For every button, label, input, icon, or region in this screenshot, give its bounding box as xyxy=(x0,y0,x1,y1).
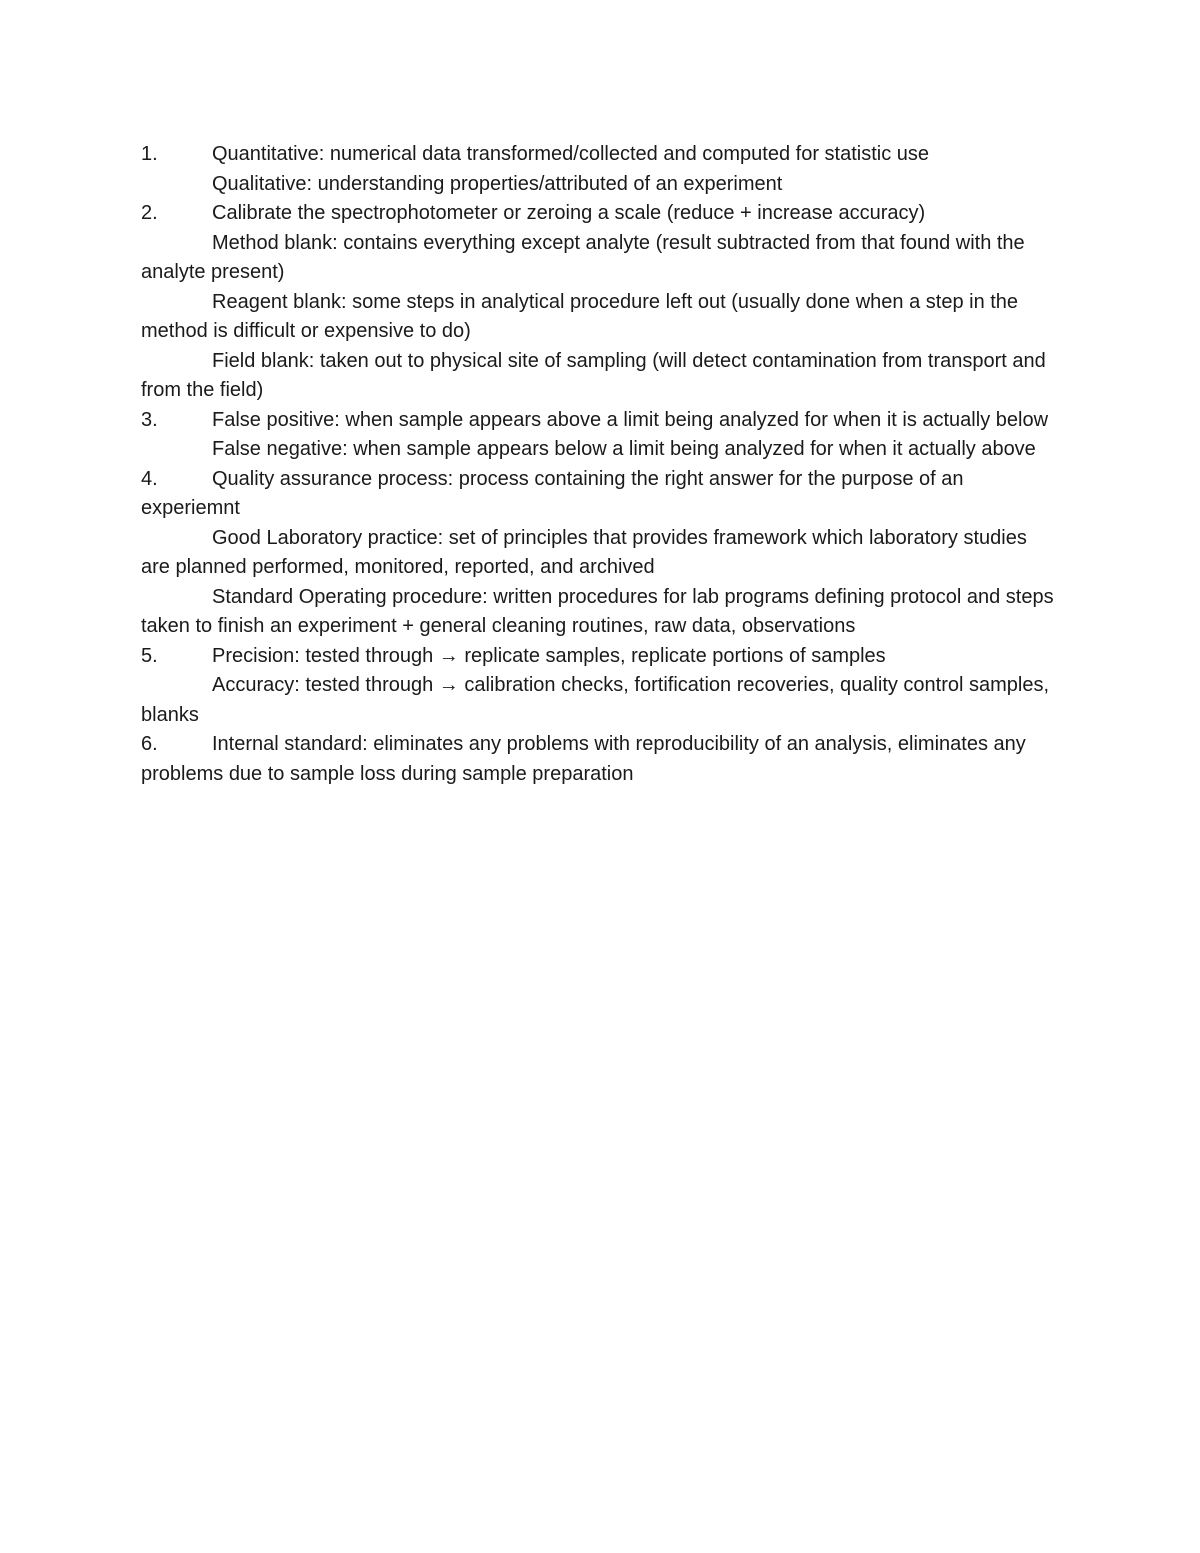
item-number: 1. xyxy=(141,143,158,165)
item-text: False positive: when sample appears above a limit being analyzed for when it is actually below xyxy=(212,408,1049,431)
list-item-2-sub xyxy=(141,347,1061,406)
document-page xyxy=(141,140,1061,789)
item-text: Qualitative: understanding properties/attributed of an experiment xyxy=(212,172,783,195)
item-number: 2. xyxy=(141,202,158,224)
item-text: Good Laboratory practice: set of principles that provides framework which laboratory studies are planned performed, monitored, reported, and archived xyxy=(141,526,1027,578)
item-text: Quality assurance process: process containing the right answer for the purpose of an experiemnt xyxy=(141,467,964,519)
list-item-4-sub xyxy=(141,524,1061,583)
list-item-3 xyxy=(141,406,1061,436)
item-text: Method blank: contains everything except analyte (result subtracted from that found with the analyte present) xyxy=(141,231,1025,283)
item-text: Accuracy: tested through → calibration checks, fortification recoveries, quality control samples, blanks xyxy=(141,674,1050,726)
list-item-1-sub xyxy=(141,170,1061,200)
list-item-4 xyxy=(141,465,1061,524)
item-number: 5. xyxy=(141,644,158,667)
list-item-6 xyxy=(141,730,1061,789)
item-number: 4. xyxy=(141,467,158,490)
list-item-5-sub xyxy=(141,671,1061,730)
list-item-2 xyxy=(141,199,1061,229)
item-text: Quantitative: numerical data transformed/collected and computed for statistic use xyxy=(212,143,930,165)
item-text: Calibrate the spectrophotometer or zeroing a scale (reduce + increase accuracy) xyxy=(212,202,926,224)
list-item-5 xyxy=(141,642,1061,672)
list-item-2-sub xyxy=(141,229,1061,288)
item-text: Precision: tested through → replicate samples, replicate portions of samples xyxy=(212,644,886,667)
list-item-2-sub xyxy=(141,288,1061,347)
list-item-1 xyxy=(141,140,1061,170)
item-text: False negative: when sample appears below a limit being analyzed for when it actually above xyxy=(212,438,1036,460)
item-text: Standard Operating procedure: written procedures for lab programs defining protocol and steps taken to finish an experiment + general cleaning routines, raw data, observations xyxy=(141,585,1054,637)
item-number: 3. xyxy=(141,408,158,431)
list-item-4-sub xyxy=(141,583,1061,642)
item-text: Reagent blank: some steps in analytical procedure left out (usually done when a step in the method is difficult or expensive to do) xyxy=(141,290,1019,342)
item-number: 6. xyxy=(141,733,158,755)
item-text: Internal standard: eliminates any problems with reproducibility of an analysis, eliminates any problems due to sample loss during sample preparation xyxy=(141,733,1026,785)
list-item-3-sub xyxy=(141,435,1061,465)
item-text: Field blank: taken out to physical site of sampling (will detect contamination from transport and from the field) xyxy=(141,349,1046,401)
